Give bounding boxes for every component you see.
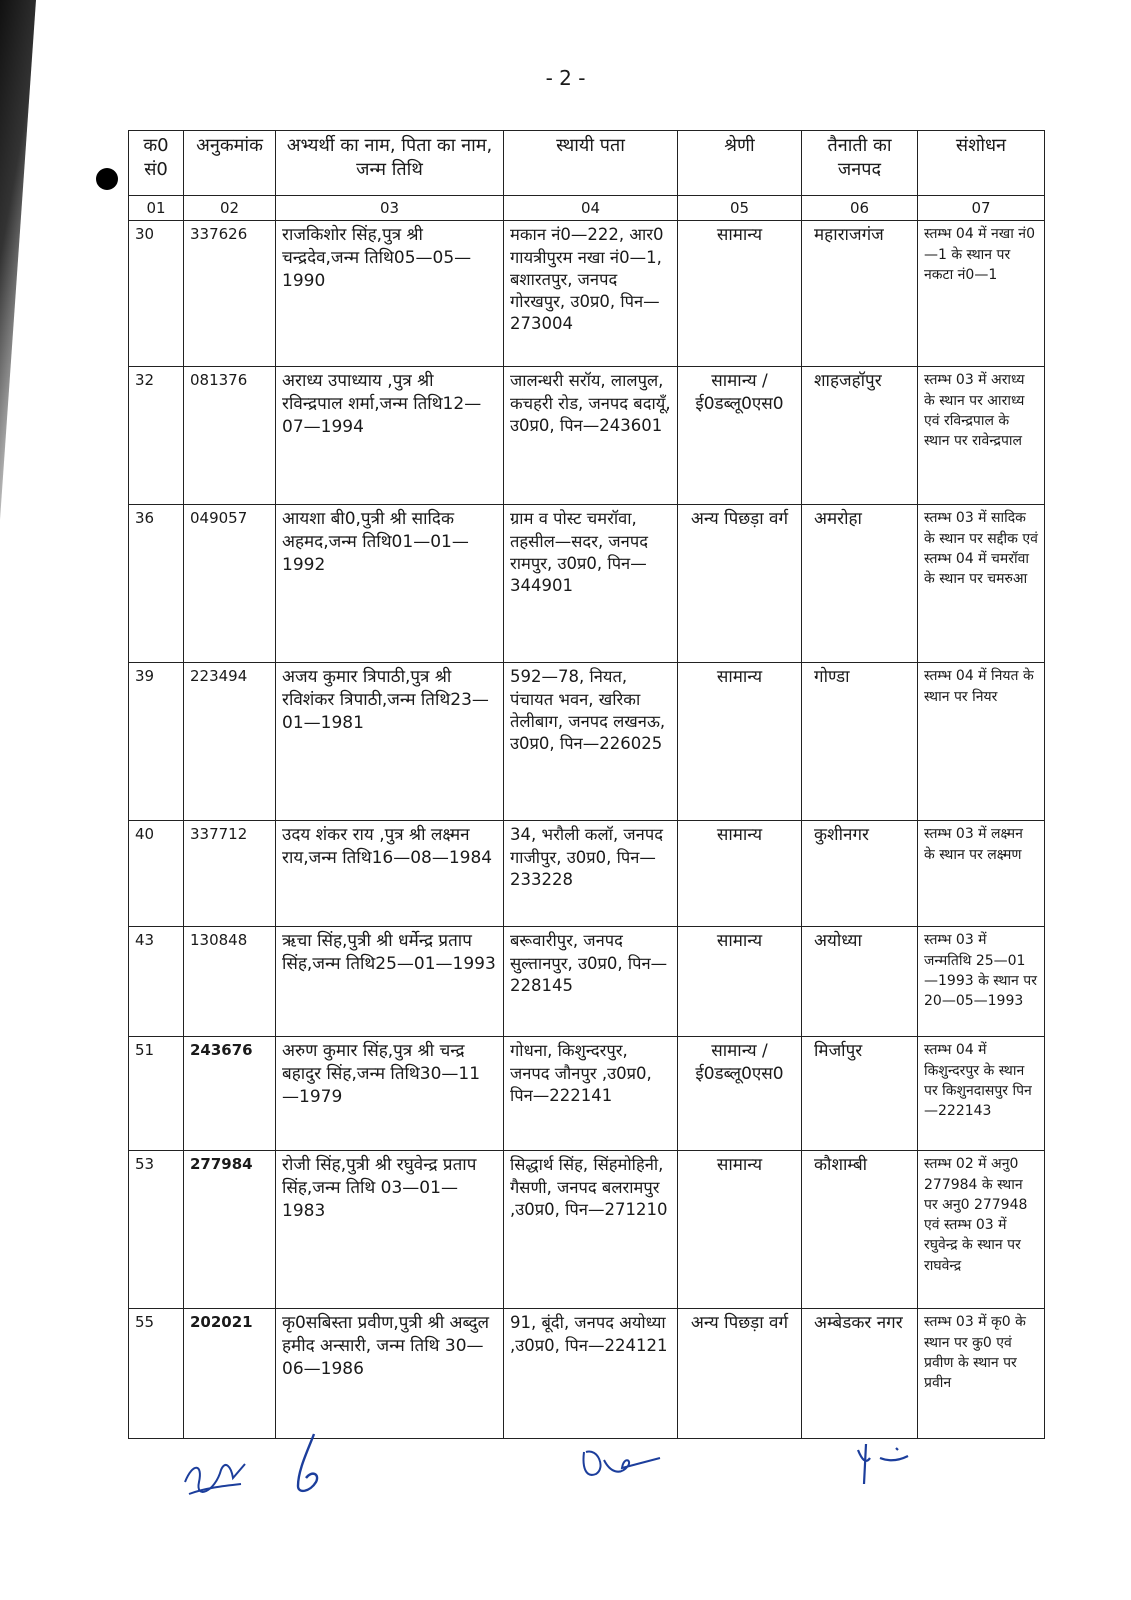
- header-serial: क0 सं0: [129, 131, 184, 196]
- column-number: 01: [129, 196, 184, 221]
- address-cell: बरूवारीपुर, जनपद सुल्तानपुर, उ0प्र0, पिन—228145: [504, 927, 678, 1037]
- roll-number-cell: 277984: [184, 1151, 276, 1309]
- serial-cell: 51: [129, 1037, 184, 1151]
- candidate-cell: अजय कुमार त्रिपाठी,पुत्र श्री रविशंकर त्रिपाठी,जन्म तिथि23—01—1981: [276, 663, 504, 821]
- column-number: 03: [276, 196, 504, 221]
- roll-number-cell: 049057: [184, 505, 276, 663]
- page-number: - 2 -: [545, 66, 586, 90]
- candidate-cell: ऋचा सिंह,पुत्री श्री धर्मेन्द्र प्रताप सिंह,जन्म तिथि25—01—1993: [276, 927, 504, 1037]
- roll-number-cell: 337626: [184, 221, 276, 367]
- signature-4: [846, 1434, 916, 1494]
- table-row: [129, 663, 1045, 821]
- roll-number-cell: 337712: [184, 821, 276, 927]
- table-row: [129, 1037, 1045, 1151]
- category-cell: सामान्य: [678, 221, 802, 367]
- category-cell: अन्य पिछड़ा वर्ग: [678, 505, 802, 663]
- column-number: 06: [802, 196, 918, 221]
- category-cell: सामान्य: [678, 821, 802, 927]
- signature-1: [175, 1442, 255, 1502]
- header-posting-district: तैनाती का जनपद: [802, 131, 918, 196]
- table-row: [129, 1309, 1045, 1439]
- correction-cell: स्तम्भ 03 में लक्ष्मन के स्थान पर लक्ष्मण: [918, 821, 1045, 927]
- column-number: 05: [678, 196, 802, 221]
- header-candidate-name: अभ्यर्थी का नाम, पिता का नाम, जन्म तिथि: [276, 131, 504, 196]
- category-cell: अन्य पिछड़ा वर्ग: [678, 1309, 802, 1439]
- address-cell: 592—78, नियत, पंचायत भवन, खरिका तेलीबाग, जनपद लखनऊ, उ0प्र0, पिन—226025: [504, 663, 678, 821]
- serial-cell: 55: [129, 1309, 184, 1439]
- correction-cell: स्तम्भ 03 में अराध्य के स्थान पर आराध्य एवं रविन्द्रपाल के स्थान पर रावेन्द्रपाल: [918, 367, 1045, 505]
- category-cell: सामान्य: [678, 927, 802, 1037]
- header-roll-number: अनुकमांक: [184, 131, 276, 196]
- header-category: श्रेणी: [678, 131, 802, 196]
- address-cell: 91, बूंदी, जनपद अयोध्या ,उ0प्र0, पिन—224121: [504, 1309, 678, 1439]
- serial-cell: 32: [129, 367, 184, 505]
- correction-cell: स्तम्भ 02 में अनु0 277984 के स्थान पर अनु0 277948 एवं स्तम्भ 03 में रघुवेन्द्र के स्थान पर राघवेन्द्र: [918, 1151, 1045, 1309]
- header-permanent-address: स्थायी पता: [504, 131, 678, 196]
- address-cell: सिद्धार्थ सिंह, सिंहमोहिनी, गैसणी, जनपद बलरामपुर ,उ0प्र0, पिन—271210: [504, 1151, 678, 1309]
- roll-number-cell: 243676: [184, 1037, 276, 1151]
- candidate-cell: आयशा बी0,पुत्री श्री सादिक अहमद,जन्म तिथि01—01—1992: [276, 505, 504, 663]
- address-cell: गोधना, किशुन्दरपुर, जनपद जौनपुर ,उ0प्र0, पिन—222141: [504, 1037, 678, 1151]
- table-row: [129, 927, 1045, 1037]
- roll-number-cell: 081376: [184, 367, 276, 505]
- district-cell: अयोध्या: [802, 927, 918, 1037]
- address-cell: जालन्धरी सरॉय, लालपुल, कचहरी रोड, जनपद बदायूँ, उ0प्र0, पिन—243601: [504, 367, 678, 505]
- correction-cell: स्तम्भ 04 में नियत के स्थान पर नियर: [918, 663, 1045, 821]
- serial-cell: 30: [129, 221, 184, 367]
- roll-number-cell: 223494: [184, 663, 276, 821]
- roll-number-cell: 130848: [184, 927, 276, 1037]
- punch-hole: [96, 168, 118, 190]
- correction-table: [128, 130, 1045, 1439]
- district-cell: महाराजगंज: [802, 221, 918, 367]
- column-number: 07: [918, 196, 1045, 221]
- correction-cell: स्तम्भ 03 में कृ0 के स्थान पर कु0 एवं प्रवीण के स्थान पर प्रवीन: [918, 1309, 1045, 1439]
- candidate-cell: अरुण कुमार सिंह,पुत्र श्री चन्द्र बहादुर सिंह,जन्म तिथि30—11—1979: [276, 1037, 504, 1151]
- district-cell: कौशाम्बी: [802, 1151, 918, 1309]
- district-cell: अम्बेडकर नगर: [802, 1309, 918, 1439]
- district-cell: मिर्जापुर: [802, 1037, 918, 1151]
- column-number: 02: [184, 196, 276, 221]
- district-cell: कुशीनगर: [802, 821, 918, 927]
- table-row: [129, 367, 1045, 505]
- header-correction: संशोधन: [918, 131, 1045, 196]
- candidate-cell: राजकिशोर सिंह,पुत्र श्री चन्द्रदेव,जन्म तिथि05—05—1990: [276, 221, 504, 367]
- serial-cell: 53: [129, 1151, 184, 1309]
- district-cell: शाहजहॉपुर: [802, 367, 918, 505]
- category-cell: सामान्य / ई0डब्लू0एस0: [678, 1037, 802, 1151]
- correction-cell: स्तम्भ 04 में नखा नं0—1 के स्थान पर नकटा नं0—1: [918, 221, 1045, 367]
- address-cell: ग्राम व पोस्ट चमरॉवा, तहसील—सदर, जनपद रामपुर, उ0प्र0, पिन—344901: [504, 505, 678, 663]
- column-number: 04: [504, 196, 678, 221]
- roll-number-cell: 202021: [184, 1309, 276, 1439]
- signature-3: [576, 1438, 666, 1488]
- category-cell: सामान्य: [678, 663, 802, 821]
- correction-cell: स्तम्भ 03 में जन्मतिथि 25—01—1993 के स्थान पर 20—05—1993: [918, 927, 1045, 1037]
- address-cell: मकान नं0—222, आर0 गायत्रीपुरम नखा नं0—1, बशारतपुर, जनपद गोरखपुर, उ0प्र0, पिन—273004: [504, 221, 678, 367]
- signature-2: [284, 1430, 344, 1500]
- candidate-cell: उदय शंकर राय ,पुत्र श्री लक्ष्मन राय,जन्म तिथि16—08—1984: [276, 821, 504, 927]
- candidate-cell: कृ0सबिस्ता प्रवीण,पुत्री श्री अब्दुल हमीद अन्सारी, जन्म तिथि 30—06—1986: [276, 1309, 504, 1439]
- category-cell: सामान्य: [678, 1151, 802, 1309]
- candidate-cell: रोजी सिंह,पुत्री श्री रघुवेन्द्र प्रताप सिंह,जन्म तिथि 03—01—1983: [276, 1151, 504, 1309]
- district-cell: गोण्डा: [802, 663, 918, 821]
- table-row: [129, 1151, 1045, 1309]
- district-cell: अमरोहा: [802, 505, 918, 663]
- correction-cell: स्तम्भ 03 में सादिक के स्थान पर सद्दीक एवं स्तम्भ 04 में चमरॉवा के स्थान पर चमरुआ: [918, 505, 1045, 663]
- correction-cell: स्तम्भ 04 में किशुन्दरपुर के स्थान पर किशुनदासपुर पिन—222143: [918, 1037, 1045, 1151]
- address-cell: 34, भरौली कलॉ, जनपद गाजीपुर, उ0प्र0, पिन—233228: [504, 821, 678, 927]
- table-row: [129, 221, 1045, 367]
- serial-cell: 36: [129, 505, 184, 663]
- serial-cell: 39: [129, 663, 184, 821]
- category-cell: सामान्य / ई0डब्लू0एस0: [678, 367, 802, 505]
- table-row: [129, 505, 1045, 663]
- serial-cell: 40: [129, 821, 184, 927]
- table-row: [129, 821, 1045, 927]
- serial-cell: 43: [129, 927, 184, 1037]
- candidate-cell: अराध्य उपाध्याय ,पुत्र श्री रविन्द्रपाल शर्मा,जन्म तिथि12—07—1994: [276, 367, 504, 505]
